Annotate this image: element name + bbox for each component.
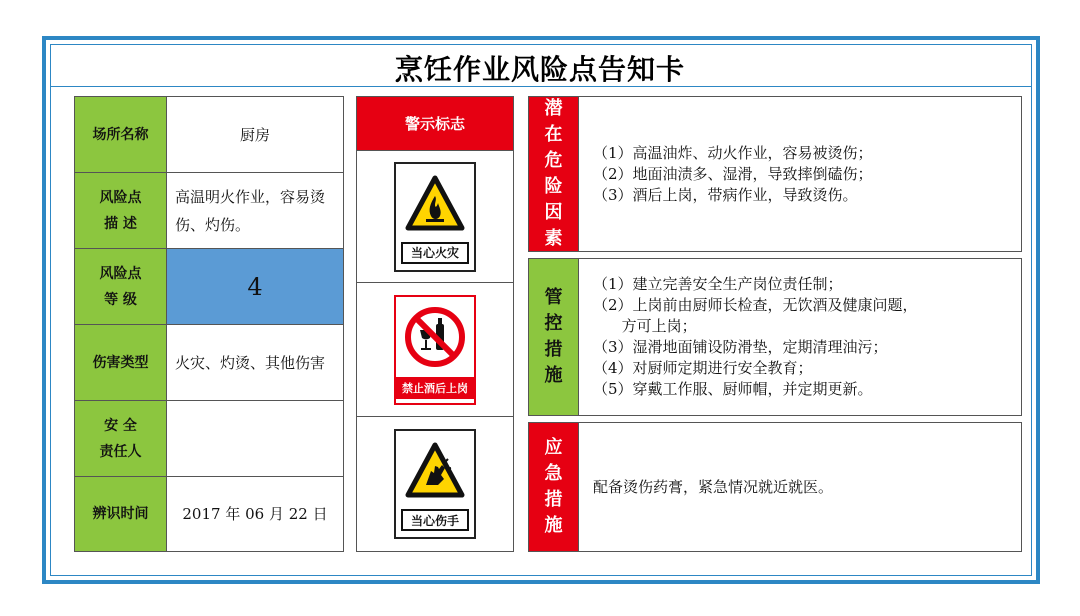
title-divider: [50, 86, 1032, 87]
no-drinking-sign: [394, 295, 476, 405]
fire-warning-icon: [404, 174, 466, 232]
info-label: 辨识时间: [75, 477, 167, 551]
info-row-date: [75, 477, 343, 551]
warning-signs-header: 警示标志: [357, 97, 513, 151]
sign-cell-no-drinking: [357, 283, 513, 417]
info-label: 风险点 描 述: [75, 173, 167, 248]
card-title: 烹饪作业风险点告知卡: [394, 53, 685, 86]
warning-signs-column: [356, 96, 514, 552]
emergency-measures-panel: [528, 422, 1022, 552]
sign-caption: 当心伤手: [401, 509, 469, 531]
responsible-person-value: [167, 401, 343, 476]
emergency-measures-label: 应 急 措 施: [529, 423, 579, 551]
list-item: （1）建立完善安全生产岗位责任制；: [593, 275, 843, 293]
control-measures-label: 管 控 措 施: [529, 259, 579, 415]
info-table: [74, 96, 344, 552]
sign-cell-fire: [357, 151, 513, 283]
info-label: 风险点 等 级: [75, 249, 167, 324]
fire-warning-sign: [394, 162, 476, 272]
list-item: （4）对厨师定期进行安全教育；: [593, 359, 813, 377]
location-value: 厨房: [239, 125, 270, 144]
description-value: 高温明火作业，容易烫伤、灼伤。: [175, 187, 326, 234]
list-item: 配备烫伤药膏，紧急情况就近就医。: [593, 477, 834, 496]
sign-caption: 当心火灾: [401, 242, 469, 264]
list-item: （5）穿戴工作服、厨师帽，并定期更新。: [593, 380, 873, 398]
list-item: （3）酒后上岗，带病作业，导致烫伤。: [593, 185, 858, 204]
info-row-level: [75, 249, 343, 325]
info-label: 场所名称: [75, 97, 167, 172]
control-measures-list: [579, 259, 1021, 415]
sign-caption: 禁止酒后上岗: [396, 377, 474, 399]
hand-injury-warning-icon: [404, 441, 466, 499]
control-measures-panel: [528, 258, 1022, 416]
info-label: 安 全 责任人: [75, 401, 167, 476]
potential-hazards-label: 潜 在 危 险 因 素: [529, 97, 579, 251]
emergency-measures-list: [579, 423, 1021, 551]
info-row-harm-type: [75, 325, 343, 401]
info-row-location: [75, 97, 343, 173]
list-item: （3）湿滑地面铺设防滑垫，定期清理油污；: [593, 338, 888, 356]
risk-level-value: 4: [167, 249, 343, 324]
potential-hazards-panel: [528, 96, 1022, 252]
no-drinking-icon: [402, 304, 468, 370]
list-item: （2）地面油渍多、湿滑，导致摔倒磕伤；: [593, 164, 873, 183]
list-item: 方可上岗；: [593, 317, 697, 335]
identification-date-value: 2017 年 06 月 22 日: [182, 505, 328, 523]
info-row-responsible: [75, 401, 343, 477]
hand-injury-warning-sign: [394, 429, 476, 539]
sign-cell-hand-injury: [357, 417, 513, 551]
info-label: 伤害类型: [75, 325, 167, 400]
info-row-description: [75, 173, 343, 249]
potential-hazards-list: [579, 97, 1021, 251]
list-item: （2）上岗前由厨师长检查，无饮酒及健康问题，: [593, 296, 918, 314]
list-item: （1）高温油炸、动火作业，容易被烫伤；: [593, 143, 873, 162]
harm-type-value: 火灾、灼烫、其他伤害: [175, 353, 326, 372]
